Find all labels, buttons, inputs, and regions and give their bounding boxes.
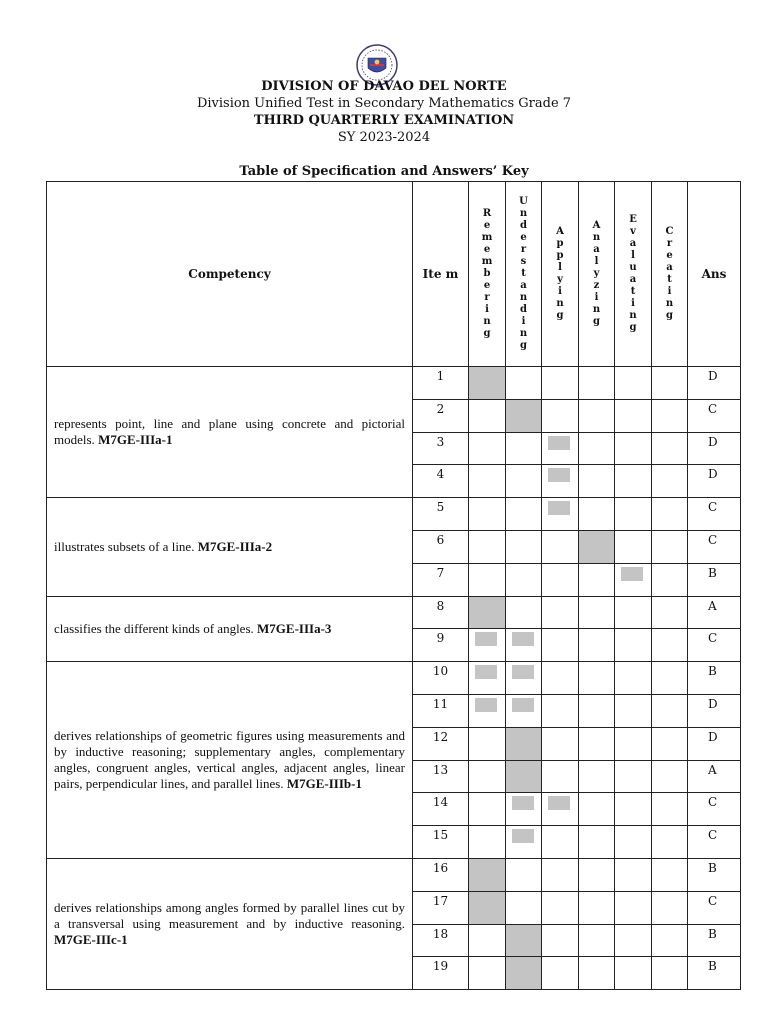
competency-text: represents point, line and plane using concrete and pictorial models. xyxy=(54,416,405,448)
level-cell-remembering xyxy=(469,891,506,924)
item-number: 7 xyxy=(413,563,469,596)
level-header-applying xyxy=(542,182,579,367)
school-year: SY 2023-2024 xyxy=(337,130,431,145)
item-number: 6 xyxy=(413,530,469,563)
level-cell-understanding xyxy=(506,957,542,990)
level-cell-remembering xyxy=(469,498,506,531)
level-cell-understanding xyxy=(506,596,542,629)
level-cell-applying xyxy=(542,399,579,432)
item-number: 17 xyxy=(413,891,469,924)
item-number: 14 xyxy=(413,793,469,826)
level-cell-understanding xyxy=(506,727,542,760)
level-cell-evaluating xyxy=(615,399,652,432)
level-cell-remembering xyxy=(469,367,506,400)
level-cell-remembering xyxy=(469,662,506,695)
answer-cell: B xyxy=(688,662,741,695)
answer-cell: C xyxy=(688,826,741,859)
level-cell-creating xyxy=(652,924,688,957)
competency-text: illustrates subsets of a line. xyxy=(54,538,195,554)
level-cell-analyzing xyxy=(579,563,615,596)
level-header-remembering xyxy=(469,182,506,367)
level-cell-analyzing xyxy=(579,727,615,760)
table-row xyxy=(47,662,741,695)
level-cell-applying xyxy=(542,924,579,957)
level-header-evaluating xyxy=(615,182,652,367)
competency-text: classifies the different kinds of angles. xyxy=(54,620,254,636)
document-header xyxy=(0,78,768,146)
item-number: 11 xyxy=(413,694,469,727)
item-number: 10 xyxy=(413,662,469,695)
level-cell-applying xyxy=(542,629,579,662)
level-cell-analyzing xyxy=(579,498,615,531)
level-cell-understanding xyxy=(506,858,542,891)
exam-name: THIRD QUARTERLY EXAMINATION xyxy=(253,113,515,128)
level-cell-evaluating xyxy=(615,367,652,400)
level-cell-understanding xyxy=(506,826,542,859)
tos-body xyxy=(47,367,741,990)
level-cell-applying xyxy=(542,793,579,826)
level-cell-creating xyxy=(652,432,688,465)
level-cell-remembering xyxy=(469,530,506,563)
level-cell-creating xyxy=(652,891,688,924)
competency-cell xyxy=(47,662,413,859)
level-cell-analyzing xyxy=(579,662,615,695)
level-cell-applying xyxy=(542,694,579,727)
level-label: E v a l u a t i n g xyxy=(629,214,637,333)
competency-cell xyxy=(47,596,413,662)
level-cell-analyzing xyxy=(579,694,615,727)
level-cell-applying xyxy=(542,432,579,465)
level-cell-analyzing xyxy=(579,891,615,924)
level-label: A n a l y z i n g xyxy=(592,220,601,327)
level-cell-remembering xyxy=(469,793,506,826)
level-cell-creating xyxy=(652,563,688,596)
level-cell-evaluating xyxy=(615,465,652,498)
answer-cell: D xyxy=(688,367,741,400)
tos-table xyxy=(46,181,741,990)
competency-header: Competency xyxy=(47,182,413,367)
level-cell-evaluating xyxy=(615,596,652,629)
level-cell-applying xyxy=(542,957,579,990)
level-cell-remembering xyxy=(469,432,506,465)
level-cell-understanding xyxy=(506,367,542,400)
level-cell-evaluating xyxy=(615,563,652,596)
level-cell-applying xyxy=(542,760,579,793)
level-cell-understanding xyxy=(506,563,542,596)
answer-cell: B xyxy=(688,957,741,990)
level-cell-understanding xyxy=(506,465,542,498)
answer-cell: C xyxy=(688,629,741,662)
answer-cell: B xyxy=(688,858,741,891)
level-cell-evaluating xyxy=(615,727,652,760)
item-number: 5 xyxy=(413,498,469,531)
level-cell-applying xyxy=(542,826,579,859)
item-number: 8 xyxy=(413,596,469,629)
level-cell-remembering xyxy=(469,596,506,629)
level-cell-applying xyxy=(542,530,579,563)
table-row xyxy=(47,858,741,891)
answer-cell: C xyxy=(688,498,741,531)
level-cell-evaluating xyxy=(615,858,652,891)
level-cell-creating xyxy=(652,530,688,563)
level-cell-remembering xyxy=(469,629,506,662)
competency-cell xyxy=(47,367,413,498)
level-cell-creating xyxy=(652,858,688,891)
level-cell-creating xyxy=(652,629,688,662)
level-cell-understanding xyxy=(506,432,542,465)
item-number: 3 xyxy=(413,432,469,465)
level-label: A p p l y i n g xyxy=(556,226,564,321)
competency-cell xyxy=(47,858,413,989)
level-cell-remembering xyxy=(469,694,506,727)
competency-code: M7GE-IIIb-1 xyxy=(286,776,362,792)
level-cell-creating xyxy=(652,662,688,695)
answer-cell: C xyxy=(688,399,741,432)
level-cell-understanding xyxy=(506,662,542,695)
division-name: DIVISION OF DAVAO DEL NORTE xyxy=(261,79,507,94)
table-row xyxy=(47,367,741,400)
level-cell-understanding xyxy=(506,629,542,662)
answer-cell: C xyxy=(688,793,741,826)
level-header-understanding xyxy=(506,182,542,367)
competency-code: M7GE-IIIa-2 xyxy=(197,538,273,554)
level-cell-evaluating xyxy=(615,760,652,793)
level-cell-evaluating xyxy=(615,662,652,695)
level-cell-analyzing xyxy=(579,957,615,990)
competency-text: derives relationships among angles formed by parallel lines cut by a transversal using measurement and by inductive reasoning. xyxy=(54,900,405,932)
level-cell-applying xyxy=(542,727,579,760)
competency-text: derives relationships of geometric figures using measurements and by inductive reasoning; supplementary angles, complementary angles, congruent angles, vertical angles, adjacent angles, linear pairs, perpendicular lines, and parallel lines. xyxy=(54,728,405,792)
level-cell-analyzing xyxy=(579,596,615,629)
table-row xyxy=(47,498,741,531)
level-cell-creating xyxy=(652,367,688,400)
level-cell-creating xyxy=(652,694,688,727)
level-header-creating xyxy=(652,182,688,367)
answer-cell: B xyxy=(688,563,741,596)
level-cell-analyzing xyxy=(579,924,615,957)
level-cell-applying xyxy=(542,891,579,924)
level-label: U n d e r s t a n d i n g xyxy=(519,196,528,351)
level-cell-creating xyxy=(652,498,688,531)
level-cell-analyzing xyxy=(579,367,615,400)
table-title: Table of Specification and Answers’ Key xyxy=(239,164,529,179)
level-label: R e m e m b e r i n g xyxy=(481,208,493,339)
item-number: 16 xyxy=(413,858,469,891)
level-cell-remembering xyxy=(469,924,506,957)
level-cell-creating xyxy=(652,727,688,760)
level-cell-creating xyxy=(652,957,688,990)
item-number: 4 xyxy=(413,465,469,498)
answer-cell: C xyxy=(688,891,741,924)
level-cell-evaluating xyxy=(615,891,652,924)
item-number: 9 xyxy=(413,629,469,662)
answer-cell: D xyxy=(688,432,741,465)
level-cell-evaluating xyxy=(615,530,652,563)
level-cell-applying xyxy=(542,563,579,596)
level-cell-applying xyxy=(542,465,579,498)
level-cell-analyzing xyxy=(579,629,615,662)
level-cell-analyzing xyxy=(579,432,615,465)
level-cell-evaluating xyxy=(615,924,652,957)
item-number: 18 xyxy=(413,924,469,957)
level-cell-creating xyxy=(652,826,688,859)
level-cell-remembering xyxy=(469,727,506,760)
answer-cell: D xyxy=(688,465,741,498)
level-cell-understanding xyxy=(506,924,542,957)
level-cell-applying xyxy=(542,662,579,695)
level-cell-applying xyxy=(542,858,579,891)
level-cell-remembering xyxy=(469,957,506,990)
level-cell-analyzing xyxy=(579,465,615,498)
item-number: 19 xyxy=(413,957,469,990)
level-cell-evaluating xyxy=(615,498,652,531)
level-cell-analyzing xyxy=(579,793,615,826)
level-cell-evaluating xyxy=(615,694,652,727)
item-number: 1 xyxy=(413,367,469,400)
level-cell-understanding xyxy=(506,891,542,924)
level-cell-analyzing xyxy=(579,760,615,793)
level-cell-creating xyxy=(652,596,688,629)
level-cell-applying xyxy=(542,596,579,629)
test-name: Division Unified Test in Secondary Mathematics Grade 7 xyxy=(196,96,572,111)
item-number: 13 xyxy=(413,760,469,793)
level-cell-remembering xyxy=(469,826,506,859)
level-cell-understanding xyxy=(506,498,542,531)
table-header-row xyxy=(47,182,741,367)
level-cell-applying xyxy=(542,498,579,531)
level-cell-remembering xyxy=(469,760,506,793)
level-cell-analyzing xyxy=(579,530,615,563)
answer-cell: C xyxy=(688,530,741,563)
level-cell-understanding xyxy=(506,530,542,563)
item-header: Ite m xyxy=(413,182,469,367)
level-cell-understanding xyxy=(506,399,542,432)
item-number: 15 xyxy=(413,826,469,859)
level-cell-remembering xyxy=(469,465,506,498)
level-cell-evaluating xyxy=(615,793,652,826)
competency-code: M7GE-IIIc-1 xyxy=(54,932,128,948)
level-cell-remembering xyxy=(469,563,506,596)
level-cell-creating xyxy=(652,793,688,826)
level-cell-evaluating xyxy=(615,957,652,990)
answer-cell: D xyxy=(688,694,741,727)
level-cell-evaluating xyxy=(615,629,652,662)
answer-cell: D xyxy=(688,727,741,760)
competency-code: M7GE-IIIa-3 xyxy=(257,620,332,636)
level-cell-remembering xyxy=(469,858,506,891)
level-cell-creating xyxy=(652,465,688,498)
answer-cell: A xyxy=(688,760,741,793)
level-label: C r e a t i n g xyxy=(665,226,674,321)
level-cell-creating xyxy=(652,399,688,432)
level-cell-analyzing xyxy=(579,858,615,891)
level-cell-understanding xyxy=(506,694,542,727)
answer-cell: A xyxy=(688,596,741,629)
ans-header: Ans xyxy=(688,182,741,367)
item-number: 2 xyxy=(413,399,469,432)
level-cell-creating xyxy=(652,760,688,793)
competency-code: M7GE-IIIa-1 xyxy=(98,432,173,448)
level-header-analyzing xyxy=(579,182,615,367)
level-cell-understanding xyxy=(506,760,542,793)
answer-cell: B xyxy=(688,924,741,957)
level-cell-remembering xyxy=(469,399,506,432)
item-number: 12 xyxy=(413,727,469,760)
level-cell-evaluating xyxy=(615,826,652,859)
level-cell-understanding xyxy=(506,793,542,826)
level-cell-analyzing xyxy=(579,826,615,859)
table-row xyxy=(47,596,741,629)
level-cell-analyzing xyxy=(579,399,615,432)
level-cell-evaluating xyxy=(615,432,652,465)
level-cell-applying xyxy=(542,367,579,400)
competency-cell xyxy=(47,498,413,596)
